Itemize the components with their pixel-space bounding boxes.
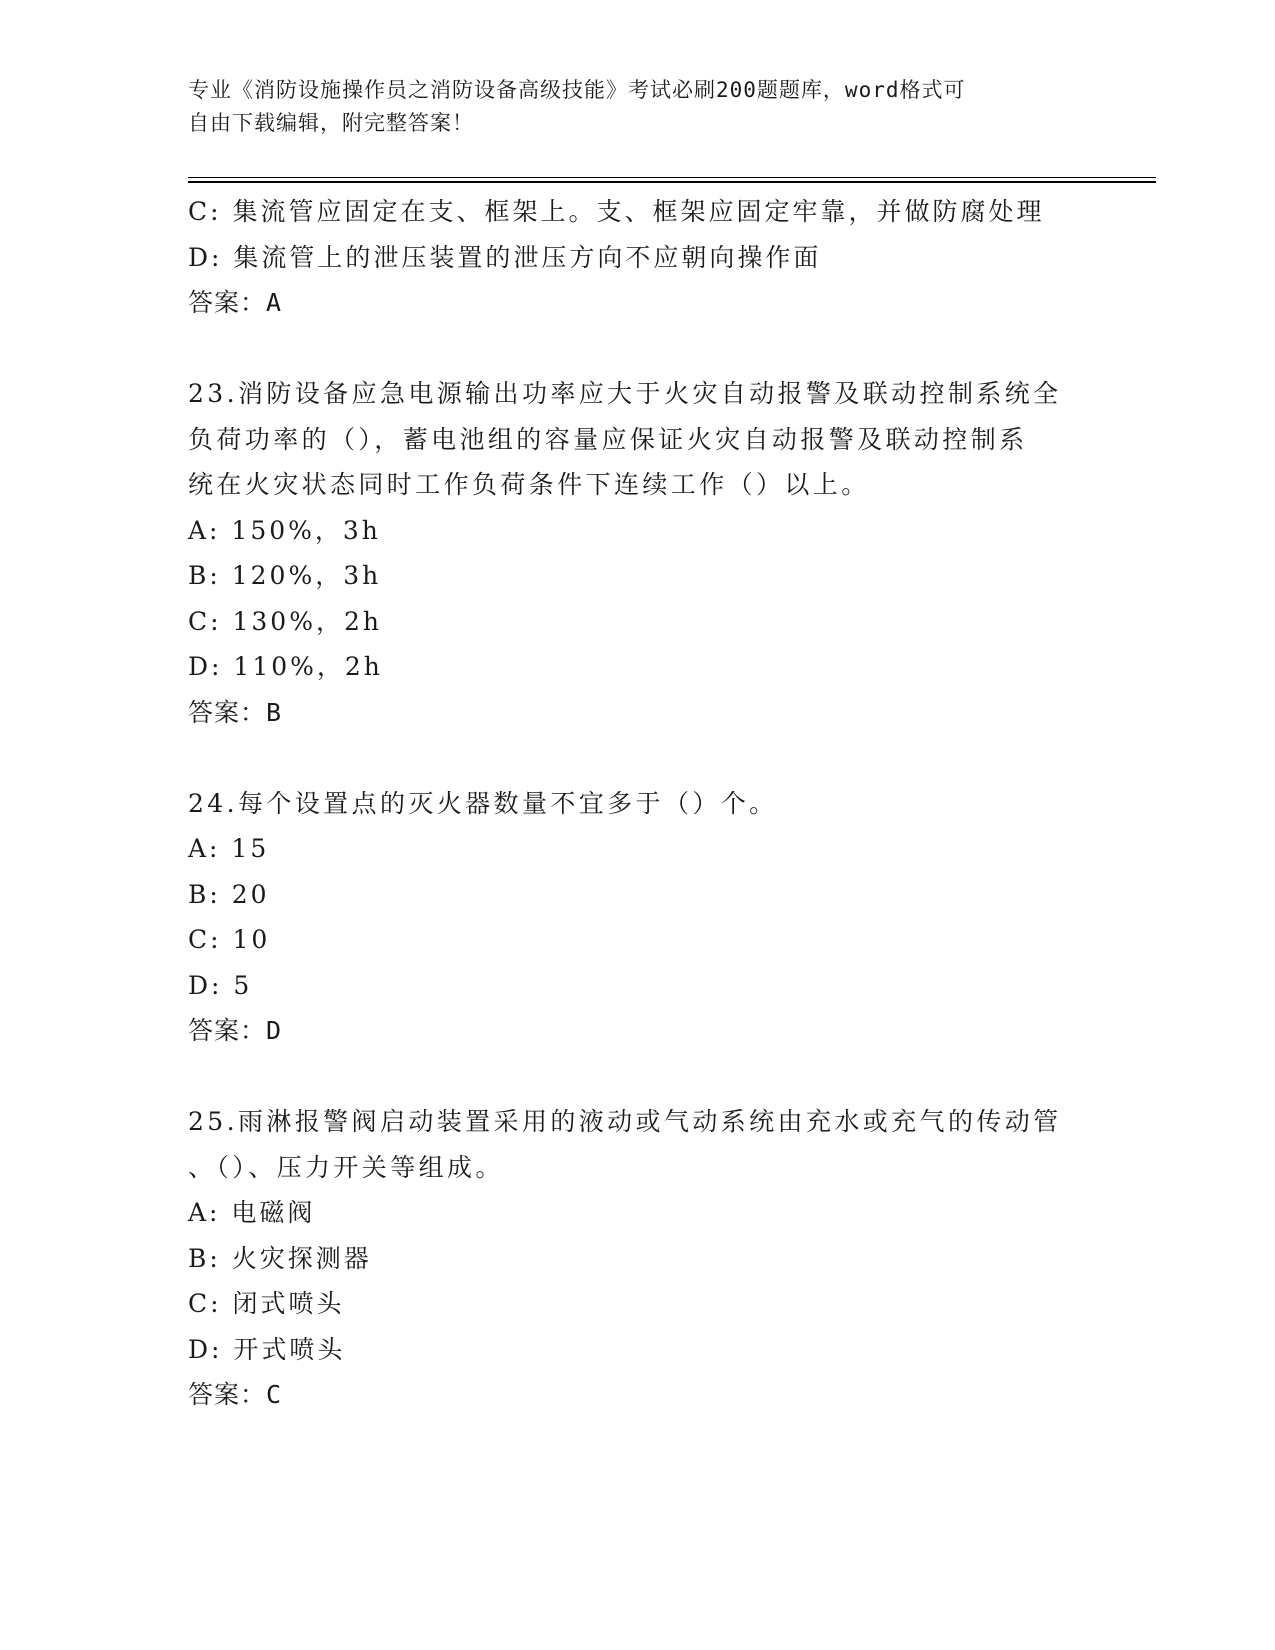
question-stem-line: 负荷功率的（），蓄电池组的容量应保证火灾自动报警及联动控制系: [188, 424, 1028, 454]
option-a: A: 15: [188, 834, 270, 863]
answer-line: 答案：A: [188, 288, 283, 317]
option-d: D: 110%，2h: [188, 652, 383, 681]
question-stem-line: 24.每个设置点的灭火器数量不宜多于（）个。: [188, 788, 778, 818]
spacer: [188, 1054, 1088, 1100]
option-d: D: 集流管上的泄压装置的泄压方向不应朝向操作面: [188, 242, 822, 272]
option-b: B: 火灾探测器: [188, 1243, 372, 1273]
header-divider-thin: [188, 177, 1156, 178]
option-c: C: 闭式喷头: [188, 1289, 345, 1318]
answer-line: 答案：B: [188, 697, 283, 727]
question-25: [188, 1099, 1088, 1418]
option-a: A: 电磁阀: [188, 1198, 316, 1227]
question-stem: [188, 781, 1088, 827]
header-title-line-1: 专业《消防设施操作员之消防设备高级技能》考试必刷200题题库，word格式可: [188, 78, 966, 102]
previous-question-block: [188, 189, 1088, 326]
option-d: D: 5: [188, 970, 253, 1000]
option-a: A: 150%，3h: [188, 515, 381, 545]
question-23: [188, 371, 1088, 735]
spacer: [188, 735, 1088, 781]
question-stem: [188, 1099, 1088, 1190]
option-c: C: 集流管应固定在支、框架上。支、框架应固定牢靠，并做防腐处理: [188, 197, 1045, 226]
header-title-line-2: 自由下载编辑，附完整答案！: [188, 111, 474, 135]
option-c: C: 130%，2h: [188, 606, 382, 636]
option-b: B: 20: [188, 879, 270, 909]
question-stem-line: 、（）、压力开关等组成。: [188, 1152, 504, 1182]
question-24: [188, 781, 1088, 1054]
question-content: [188, 189, 1088, 1418]
question-stem: [188, 371, 1088, 508]
spacer: [188, 326, 1088, 372]
answer-line: 答案：D: [188, 1016, 283, 1045]
option-b: B: 120%，3h: [188, 561, 382, 590]
question-stem-line: 统在火灾状态同时工作负荷条件下连续工作（）以上。: [188, 470, 870, 499]
option-d: D: 开式喷头: [188, 1334, 346, 1364]
header-divider-thick: [188, 181, 1156, 183]
option-c: C: 10: [188, 925, 271, 954]
document-header: [188, 74, 1068, 140]
question-stem-line: 25.雨淋报警阀启动装置采用的液动或气动系统由充水或充气的传动管: [188, 1107, 1062, 1136]
answer-line: 答案：C: [188, 1380, 283, 1409]
question-stem-line: 23.消防设备应急电源输出功率应大于火灾自动报警及联动控制系统全: [188, 379, 1062, 408]
